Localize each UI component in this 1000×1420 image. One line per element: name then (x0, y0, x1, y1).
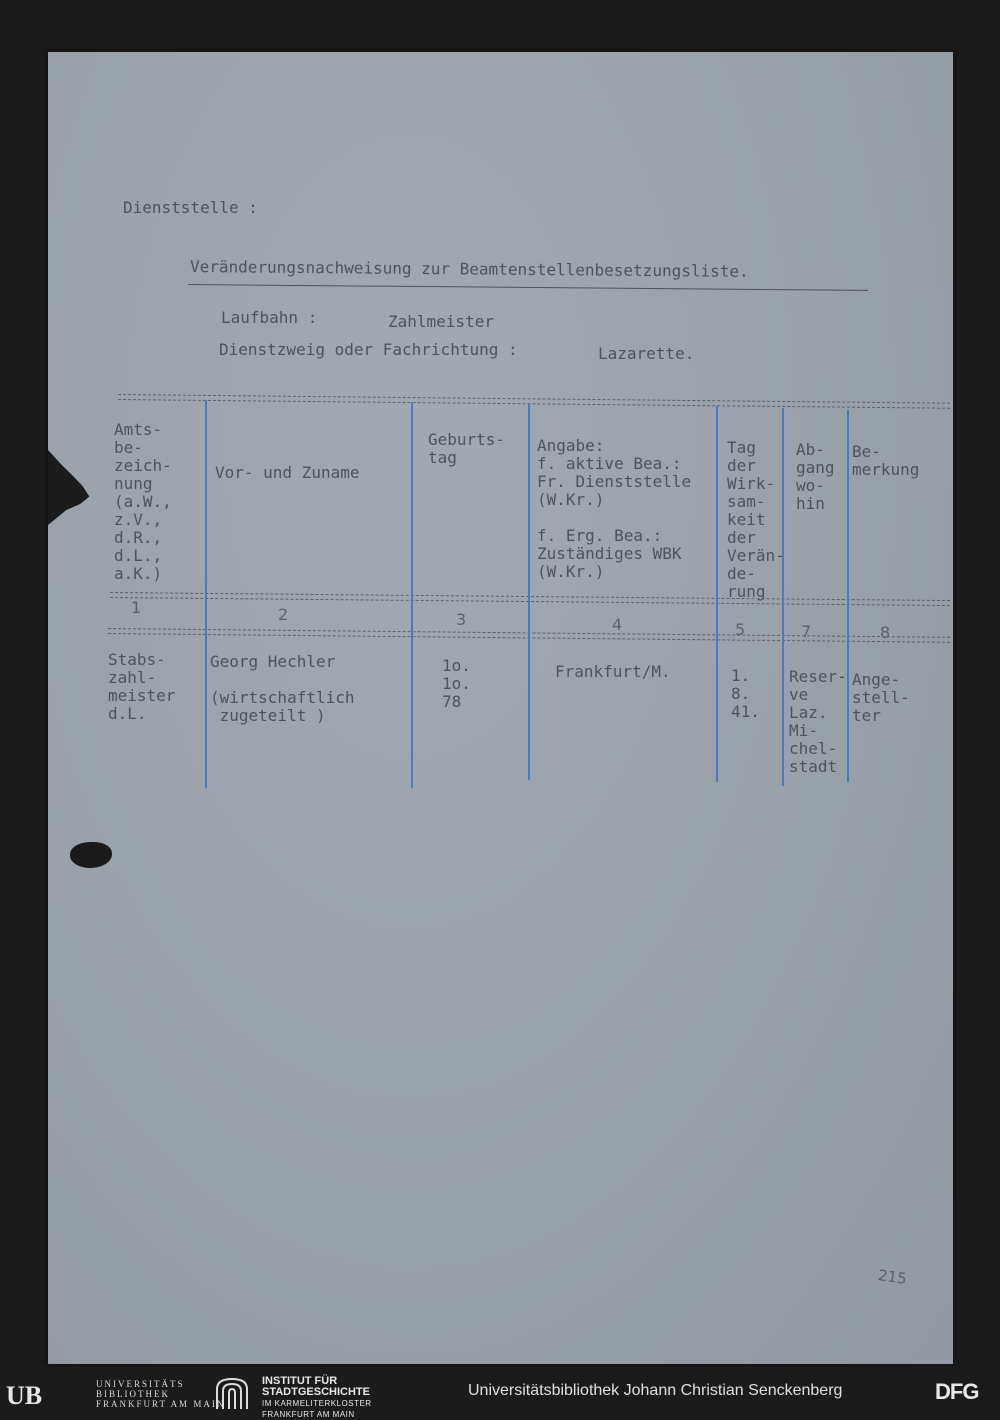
document-title: Veränderungsnachweisung zur Beamtenstellenbesetzungsliste. (189, 257, 749, 281)
header-line: Ab- (796, 440, 825, 459)
column-number: 2 (278, 605, 289, 624)
column-number: 5 (735, 620, 746, 639)
page-number: 215 (876, 1266, 908, 1288)
header-line: der (727, 456, 756, 475)
header-line: Be- (852, 442, 881, 461)
header-line: d.L., (114, 546, 163, 565)
cell-line: meister (108, 686, 176, 705)
header-line: nung (114, 474, 153, 493)
header-line: hin (796, 494, 825, 513)
dienststelle-label: Dienststelle : (123, 198, 258, 217)
cell-line: zahl- (108, 668, 157, 687)
column-number: 8 (880, 623, 891, 642)
cell-line: 8. (731, 684, 751, 703)
header-name (215, 464, 360, 482)
header-line: f. aktive Bea.: (537, 454, 682, 473)
cell-tag (731, 667, 760, 721)
column-divider (847, 410, 849, 782)
column-divider (411, 402, 413, 788)
header-abgang (796, 441, 835, 513)
cell-line: 41. (731, 702, 760, 721)
cell-line: Ange- (852, 670, 901, 689)
cell-line: Georg Hechler (210, 652, 336, 671)
header-line: Angabe: (537, 436, 605, 455)
cell-line: Laz. (789, 703, 828, 722)
header-line: tag (428, 448, 457, 467)
cell-line: Mi- (789, 721, 818, 740)
header-line: de- (727, 564, 756, 583)
column-number: 3 (456, 610, 467, 629)
column-number: 7 (801, 622, 812, 641)
header-geburtstag (428, 431, 505, 467)
cell-geburtstag (442, 657, 471, 711)
header-line: Zuständiges WBK (537, 544, 682, 563)
header-line: keit (727, 510, 766, 529)
header-line: (W.Kr.) (537, 490, 605, 509)
header-line: (W.Kr.) (537, 562, 605, 581)
header-line: a.K.) (114, 564, 163, 583)
ub-name (96, 1379, 225, 1409)
header-line: be- (114, 438, 143, 457)
header-bemerkung (852, 443, 919, 479)
header-line: rung (727, 582, 766, 601)
header-line: Fr. Dienststelle (537, 472, 692, 491)
library-name: Universitätsbibliothek Johann Christian Senckenberg (468, 1382, 843, 1399)
isg-name-line: IM KARMELITERKLOSTER (262, 1399, 372, 1408)
header-line: der (727, 528, 756, 547)
header-line: Vor- und Zuname (215, 463, 360, 482)
cell-line: stell- (852, 688, 910, 707)
header-line: z.V., (114, 510, 163, 529)
cell-line (210, 671, 355, 689)
cell-amtsbezeichnung (108, 651, 175, 723)
dfg-logo: DFG (935, 1379, 979, 1404)
cell-line: Reser- (789, 667, 847, 686)
header-line: Verän- (727, 546, 785, 565)
cell-line: 78 (442, 692, 462, 711)
ub-logo: UB (6, 1381, 43, 1410)
dienstzweig-value: Lazarette. (598, 344, 695, 363)
cell-line: zugeteilt ) (210, 706, 326, 725)
isg-name-line: FRANKFURT AM MAIN (262, 1410, 355, 1419)
cell-line: Frankfurt/M. (555, 662, 671, 681)
header-line (537, 509, 691, 527)
column-divider (528, 404, 530, 780)
cell-line: chel- (789, 739, 838, 758)
header-line: f. Erg. Bea.: (537, 526, 663, 545)
header-angabe (537, 437, 691, 581)
cell-line: 1. (731, 666, 751, 685)
header-line: sam- (727, 492, 766, 511)
cell-line: d.L. (108, 704, 147, 723)
header-line: Amts- (114, 420, 163, 439)
cell-name (210, 653, 355, 725)
laufbahn-label: Laufbahn : (221, 308, 318, 327)
isg-name-line: STADTGESCHICHTE (262, 1386, 370, 1398)
cell-line: Stabs- (108, 650, 166, 669)
header-amtsbezeichnung (114, 421, 172, 583)
header-line: d.R., (114, 528, 163, 547)
ub-name-line: FRANKFURT AM MAIN (96, 1399, 226, 1409)
laufbahn-value: Zahlmeister (388, 312, 494, 331)
header-line: Wirk- (727, 474, 776, 493)
header-line: gang (796, 458, 835, 477)
isg-name-line: INSTITUT FÜR (262, 1375, 338, 1387)
cell-line: stadt (789, 757, 838, 776)
column-divider (716, 406, 718, 782)
cell-bemerkung (852, 671, 910, 725)
footer-bar (0, 1367, 1000, 1417)
ub-name-line: BIBLIOTHEK (96, 1389, 170, 1399)
dienstzweig-label: Dienstzweig oder Fachrichtung : (219, 340, 518, 359)
cell-line: 1o. (442, 674, 471, 693)
column-divider (205, 400, 207, 788)
cell-abgang (789, 668, 847, 776)
header-line: zeich- (114, 456, 172, 475)
column-number: 4 (612, 615, 623, 634)
header-line: wo- (796, 476, 825, 495)
ub-name-line: UNIVERSITÄTS (96, 1379, 185, 1389)
header-line: (a.W., (114, 492, 172, 511)
column-number: 1 (131, 598, 142, 617)
cell-line: ve (789, 685, 809, 704)
header-tag-der-wirksamkeit (727, 439, 785, 601)
header-line: Tag (727, 438, 756, 457)
header-line: Geburts- (428, 430, 506, 449)
cell-angabe (555, 663, 671, 681)
cell-line: ter (852, 706, 881, 725)
header-line: merkung (852, 460, 920, 479)
cell-line: 1o. (442, 656, 471, 675)
isg-name (262, 1376, 372, 1420)
cell-line: (wirtschaftlich (210, 688, 355, 707)
isg-logo-icon (213, 1375, 251, 1411)
